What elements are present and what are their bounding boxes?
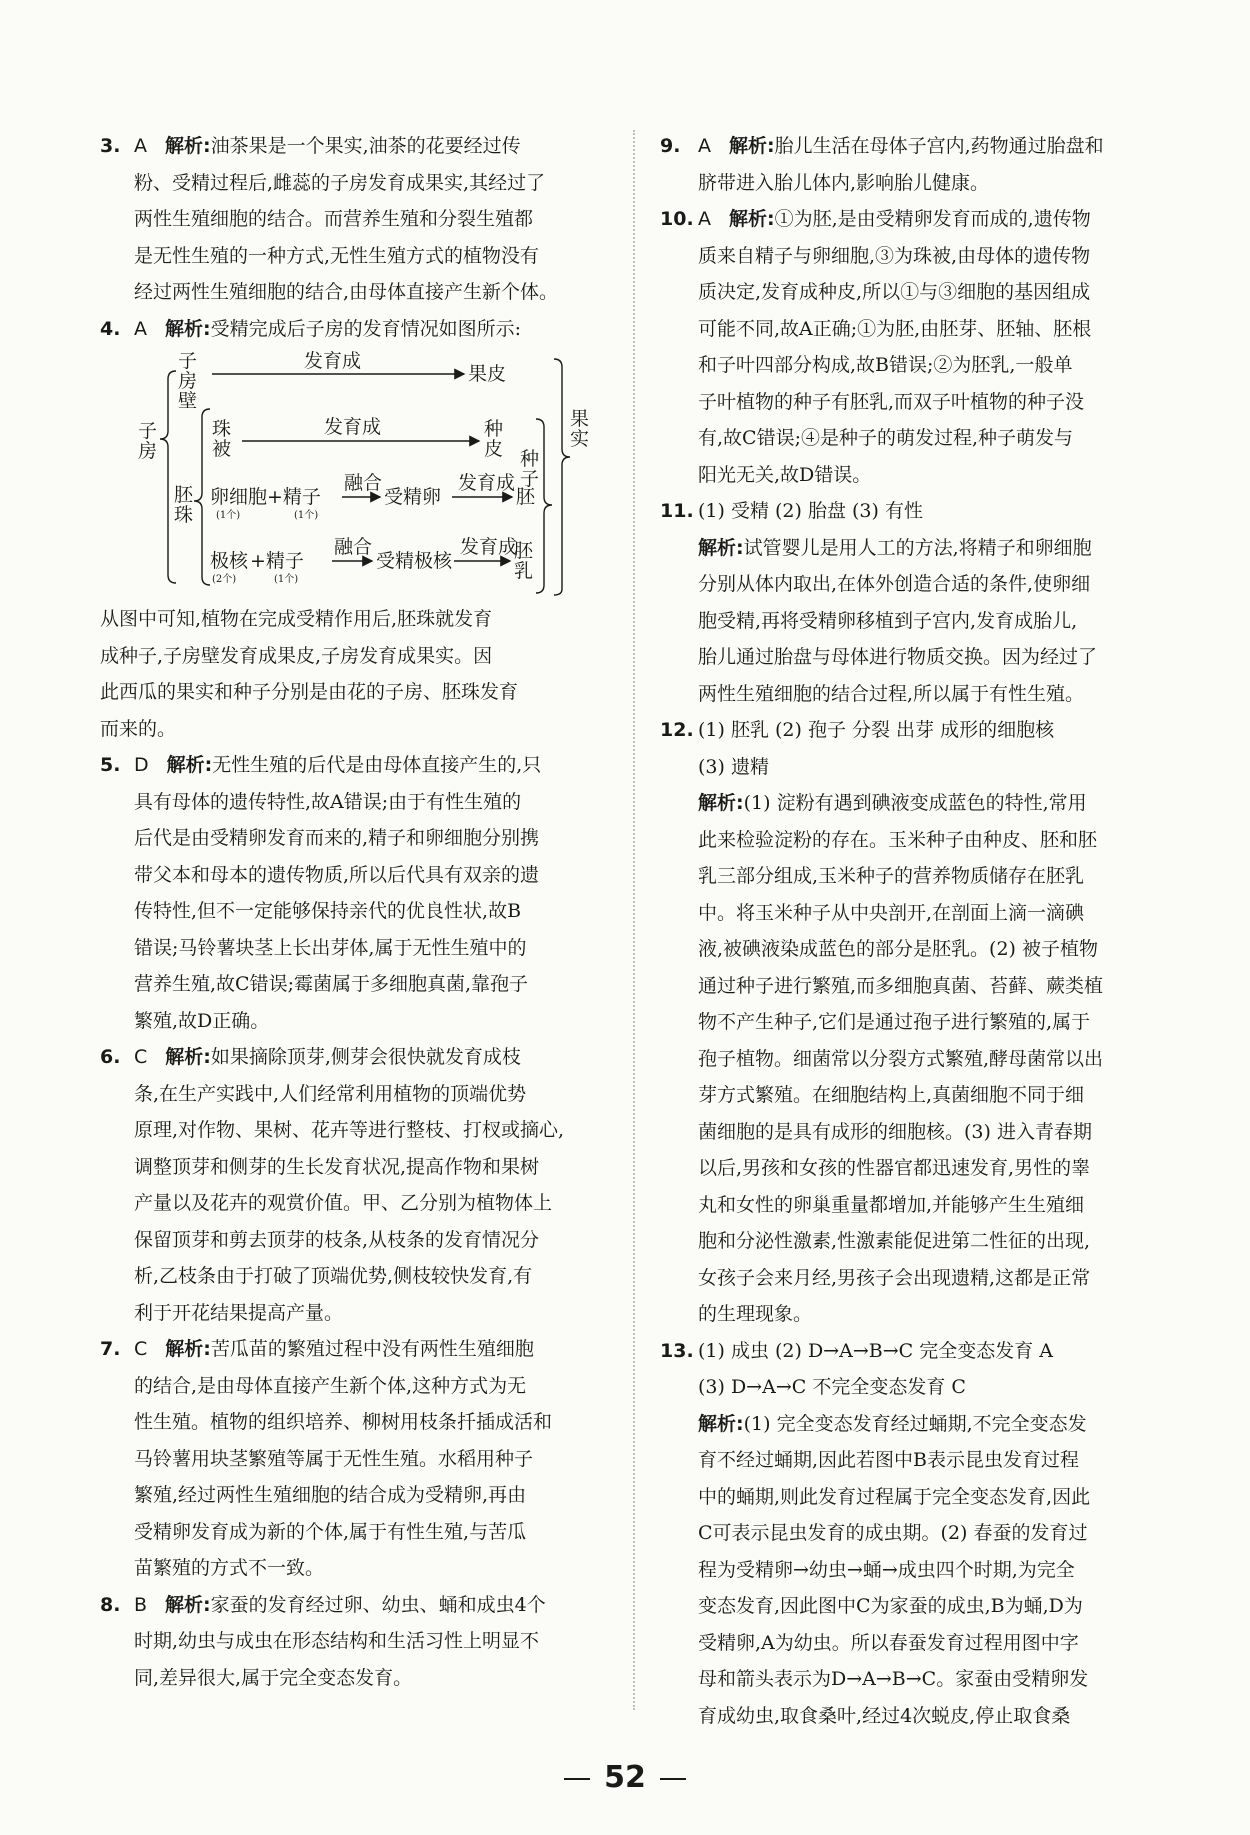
answer-item-6 — [100, 1039, 630, 1331]
label-one-sperm: (1个) — [294, 510, 319, 521]
analysis-label: 解析: — [729, 208, 775, 230]
text-line: 粉、受精过程后,雌蕊的子房发育成果实,其经过了 — [134, 171, 546, 194]
text-line: 从图中可知,植物在完成受精作用后,胚珠就发育 — [100, 608, 493, 630]
text-line: 同,差异很大,属于完全变态发育。 — [134, 1666, 413, 1689]
item-number: 12. — [660, 719, 694, 741]
fruit-brace — [554, 359, 570, 595]
analysis-label: 解析: — [165, 135, 211, 157]
analysis-label: 解析: — [165, 1046, 211, 1068]
item-answer: A — [134, 135, 147, 157]
left-column — [100, 128, 630, 1696]
text-line: 芽方式繁殖。在细胞结构上,真菌细胞不同于细 — [698, 1084, 1085, 1106]
item-answers-2: (3) 遗精 — [698, 755, 769, 778]
label-pericarp: 果皮 — [468, 363, 507, 385]
label-develop: 发育成 — [304, 350, 362, 372]
text-line: 胞和分泌性激素,性激素能促进第二性征的出现, — [698, 1230, 1091, 1252]
text-line: 中的蛹期,则此发育过程属于完全变态发育,因此 — [698, 1485, 1091, 1508]
text-line: 胞受精,再将受精卵移植到子宫内,发育成胎儿, — [698, 609, 1078, 632]
item-answer: C — [134, 1046, 148, 1068]
answer-item-12 — [660, 712, 1170, 1333]
text-line: 是无性生殖的一种方式,无性生殖方式的植物没有 — [134, 244, 540, 267]
label-plus-sperm-2: +精子 — [250, 550, 304, 572]
ovary-brace — [160, 371, 176, 583]
label-ovary: 子房 — [138, 420, 158, 462]
label-seed: 种子 — [520, 448, 540, 490]
text-line: 苦瓜苗的繁殖过程中没有两性生殖细胞 — [210, 1338, 534, 1360]
label-polar: 极核 — [210, 550, 249, 572]
item-answer: A — [698, 208, 711, 230]
text-line: 的结合,是由母体直接产生新个体,这种方式为无 — [134, 1374, 527, 1397]
text-line: 繁殖,经过两性生殖细胞的结合成为受精卵,再由 — [134, 1484, 527, 1506]
text-line: 胎儿通过胎盘与母体进行物质交换。因为经过了 — [698, 646, 1098, 668]
text-line: 传特性,但不一定能够保持亲代的优良性状,故B — [134, 900, 522, 922]
answer-item-4 — [100, 311, 630, 748]
text-line: 苗繁殖的方式不一致。 — [134, 1557, 325, 1579]
ovary-development-diagram — [134, 349, 630, 597]
item-answer: C — [134, 1338, 148, 1360]
text-line: 带父本和母本的遗传物质,所以后代具有双亲的遗 — [134, 863, 540, 886]
ovule-brace — [194, 409, 210, 585]
text-line: 受精完成后子房的发育情况如图所示: — [210, 317, 522, 340]
item-answer: D — [134, 754, 149, 776]
item-number: 8. — [100, 1593, 121, 1616]
text-line: 性生殖。植物的组织培养、柳树用枝条扦插成活和 — [134, 1411, 553, 1433]
text-line: 两性生殖细胞的结合。而营养生殖和分裂生殖都 — [134, 208, 534, 230]
text-line: 液,被碘液染成蓝色的部分是胚乳。(2) 被子植物 — [698, 938, 1098, 960]
text-line: 调整顶芽和侧芽的生长发育状况,提高作物和果树 — [134, 1155, 540, 1178]
label-seed-coat: 种皮 — [484, 418, 504, 460]
item-number: 4. — [100, 317, 121, 340]
text-line: 程为受精卵→幼虫→蛹→成虫四个时期,为完全 — [698, 1558, 1075, 1581]
text-line: 具有母体的遗传特性,故A错误;由于有性生殖的 — [134, 790, 522, 813]
label-endosperm: 胚乳 — [514, 540, 534, 582]
text-line: 乳三部分组成,玉米种子的营养物质储存在胚乳 — [698, 865, 1085, 887]
text-line: 此来检验淀粉的存在。玉米种子由种皮、胚和胚 — [698, 828, 1098, 851]
text-line: 油茶果是一个果实,油茶的花要经过传 — [210, 135, 521, 157]
label-one-egg: (1个) — [216, 510, 241, 521]
label-integument: 珠被 — [212, 418, 232, 460]
text-line: C可表示昆虫发育的成虫期。(2) 春蚕的发育过 — [698, 1522, 1088, 1544]
text-line: (1) 完全变态发育经过蛹期,不完全变态发 — [743, 1412, 1087, 1435]
text-line: 母和箭头表示为D→A→B→C。家蚕由受精卵发 — [698, 1668, 1089, 1690]
text-line: 质决定,发育成种皮,所以①与③细胞的基因组成 — [698, 281, 1091, 303]
analysis-label: 解析: — [698, 1412, 744, 1435]
text-line: 利于开花结果提高产量。 — [134, 1301, 344, 1324]
text-line: 胎儿生活在母体子宫内,药物通过胎盘和 — [774, 135, 1104, 157]
text-line: 条,在生产实践中,人们经常利用植物的顶端优势 — [134, 1082, 527, 1105]
text-line: 有,故C错误;④是种子的萌发过程,种子萌发与 — [698, 427, 1074, 449]
text-line: 育不经过蛹期,因此若图中B表示昆虫发育过程 — [698, 1449, 1080, 1471]
answer-item-11 — [660, 493, 1170, 712]
text-line: 经过两性生殖细胞的结合,由母体直接产生新个体。 — [134, 281, 559, 303]
item-number: 13. — [660, 1339, 694, 1362]
text-line: ①为胚,是由受精卵发育而成的,遗传物 — [774, 208, 1091, 230]
text-line: 育成幼虫,取食桑叶,经过4次蜕皮,停止取食桑 — [698, 1704, 1071, 1727]
text-line: 质来自精子与卵细胞,③为珠被,由母体的遗传物 — [698, 244, 1091, 267]
page-number — [0, 1760, 1250, 1795]
text-line: 丸和女性的卵巢重量都增加,并能够产生生殖细 — [698, 1193, 1085, 1216]
item-answer: A — [134, 317, 147, 340]
item-number: 11. — [660, 500, 694, 522]
text-line: 产量以及花卉的观赏价值。甲、乙分别为植物体上 — [134, 1192, 553, 1214]
analysis-label: 解析: — [698, 792, 744, 814]
text-line: 原理,对作物、果树、花卉等进行整枝、打杈或摘心, — [134, 1119, 565, 1141]
text-line: 无性生殖的后代是由母体直接产生的,只 — [212, 754, 542, 776]
text-line: 菌细胞的是具有成形的细胞核。(3) 进入青春期 — [698, 1120, 1092, 1143]
answer-item-7 — [100, 1331, 630, 1587]
label-egg: 卵细胞 — [210, 486, 268, 508]
column-divider — [633, 130, 635, 1710]
text-line: 试管婴儿是用人工的方法,将精子和卵细胞 — [743, 536, 1092, 559]
label-fuse: 融合 — [344, 472, 383, 494]
label-two-polar: (2个) — [212, 574, 237, 585]
text-line: 营养生殖,故C错误;霉菌属于多细胞真菌,靠孢子 — [134, 973, 529, 995]
item-answer: B — [134, 1593, 148, 1616]
text-line: 繁殖,故D正确。 — [134, 1009, 270, 1032]
text-line: 以后,男孩和女孩的性器官都迅速发育,男性的睾 — [698, 1157, 1091, 1179]
answer-item-10 — [660, 201, 1170, 493]
item-number: 7. — [100, 1338, 121, 1360]
right-column — [660, 128, 1170, 1734]
text-line: 析,乙枝条由于打破了顶端优势,侧枝较快发育,有 — [134, 1265, 533, 1287]
page-number-dash-right — [660, 1778, 686, 1780]
label-plus-sperm: +精子 — [267, 486, 321, 508]
analysis-label: 解析: — [166, 754, 213, 776]
label-ovary-wall: 子房壁 — [178, 350, 198, 412]
analysis-label: 解析: — [165, 1593, 211, 1616]
text-line: 孢子植物。细菌常以分裂方式繁殖,酵母菌常以出 — [698, 1047, 1104, 1070]
text-line: 而来的。 — [100, 717, 177, 740]
answer-item-3 — [100, 128, 630, 311]
answer-item-5 — [100, 747, 630, 1039]
label-ovule: 胚珠 — [174, 484, 194, 526]
text-line: 马铃薯用块茎繁殖等属于无性生殖。水稻用种子 — [134, 1447, 534, 1470]
text-line: 物不产生种子,它们是通过孢子进行繁殖的,属于 — [698, 1011, 1091, 1033]
text-line: 时期,幼虫与成虫在形态结构和生活习性上明显不 — [134, 1630, 540, 1652]
label-fuse-2: 融合 — [334, 536, 373, 558]
analysis-label: 解析: — [165, 317, 211, 340]
label-develop-4: 发育成 — [460, 536, 518, 558]
page-number-value: 52 — [604, 1760, 646, 1795]
item-number: 6. — [100, 1046, 121, 1068]
item-answers: (1) 成虫 (2) D→A→B→C 完全变态发育 A — [698, 1339, 1053, 1362]
text-line: 脐带进入胎儿体内,影响胎儿健康。 — [698, 171, 990, 194]
text-line: 受精卵,A为幼虫。所以春蚕发育过程用图中字 — [698, 1631, 1079, 1654]
item-number: 10. — [660, 208, 694, 230]
item-answers-2: (3) D→A→C 不完全变态发育 C — [698, 1376, 966, 1398]
text-line: 此西瓜的果实和种子分别是由花的子房、胚珠发育 — [100, 681, 519, 703]
item-number: 3. — [100, 135, 121, 157]
label-fruit: 果实 — [570, 408, 590, 450]
label-one-sperm-2: (1个) — [274, 574, 299, 585]
label-develop-2: 发育成 — [324, 416, 382, 438]
text-line: (1) 淀粉有遇到碘液变成蓝色的特性,常用 — [743, 792, 1087, 814]
text-line: 的生理现象。 — [698, 1303, 813, 1325]
item-answers: (1) 胚乳 (2) 孢子 分裂 出芽 成形的细胞核 — [698, 719, 1055, 741]
text-line: 保留顶芽和剪去顶芽的枝条,从枝条的发育情况分 — [134, 1228, 540, 1251]
text-line: 通过种子进行繁殖,而多细胞真菌、苔藓、蕨类植 — [698, 974, 1104, 997]
item-number: 9. — [660, 135, 681, 157]
answer-item-8 — [100, 1587, 630, 1697]
text-line: 两性生殖细胞的结合过程,所以属于有性生殖。 — [698, 682, 1085, 705]
text-line: 和子叶四部分构成,故B错误;②为胚乳,一般单 — [698, 354, 1073, 376]
label-fertilized-polar: 受精极核 — [376, 550, 453, 572]
answer-item-9 — [660, 128, 1170, 201]
text-line: 可能不同,故A正确;①为胚,由胚芽、胚轴、胚根 — [698, 317, 1092, 340]
analysis-label: 解析: — [729, 135, 775, 157]
item-answer: A — [698, 135, 711, 157]
text-line: 错误;马铃薯块茎上长出芽体,属于无性生殖中的 — [134, 936, 527, 959]
page-number-dash-left — [564, 1778, 590, 1780]
text-line: 受精卵发育成为新的个体,属于有性生殖,与苦瓜 — [134, 1520, 527, 1543]
text-line: 如果摘除顶芽,侧芽会很快就发育成枝 — [210, 1046, 521, 1068]
seed-brace — [536, 419, 552, 593]
text-line: 成种子,子房壁发育成果皮,子房发育成果实。因 — [100, 644, 493, 667]
label-embryo: 胚 — [516, 486, 536, 508]
text-line: 阳光无关,故D错误。 — [698, 463, 872, 486]
analysis-label: 解析: — [165, 1338, 211, 1360]
answer-item-13 — [660, 1333, 1170, 1735]
label-zygote: 受精卵 — [384, 486, 442, 508]
label-develop-3: 发育成 — [458, 472, 516, 494]
item-number: 5. — [100, 754, 121, 776]
text-line: 后代是由受精卵发育而来的,精子和卵细胞分别携 — [134, 827, 540, 849]
text-line: 家蚕的发育经过卵、幼虫、蛹和成虫4个 — [210, 1593, 546, 1616]
text-line: 子叶植物的种子有胚乳,而双子叶植物的种子没 — [698, 390, 1085, 413]
analysis-label: 解析: — [698, 536, 744, 559]
item-answers: (1) 受精 (2) 胎盘 (3) 有性 — [698, 500, 923, 522]
text-line: 中。将玉米种子从中央剖开,在剖面上滴一滴碘 — [698, 901, 1085, 924]
text-line: 女孩子会来月经,男孩子会出现遗精,这都是正常 — [698, 1266, 1091, 1289]
text-line: 分别从体内取出,在体外创造合适的条件,使卵细 — [698, 573, 1091, 595]
text-line: 变态发育,因此图中C为家蚕的成虫,B为蛹,D为 — [698, 1595, 1083, 1617]
